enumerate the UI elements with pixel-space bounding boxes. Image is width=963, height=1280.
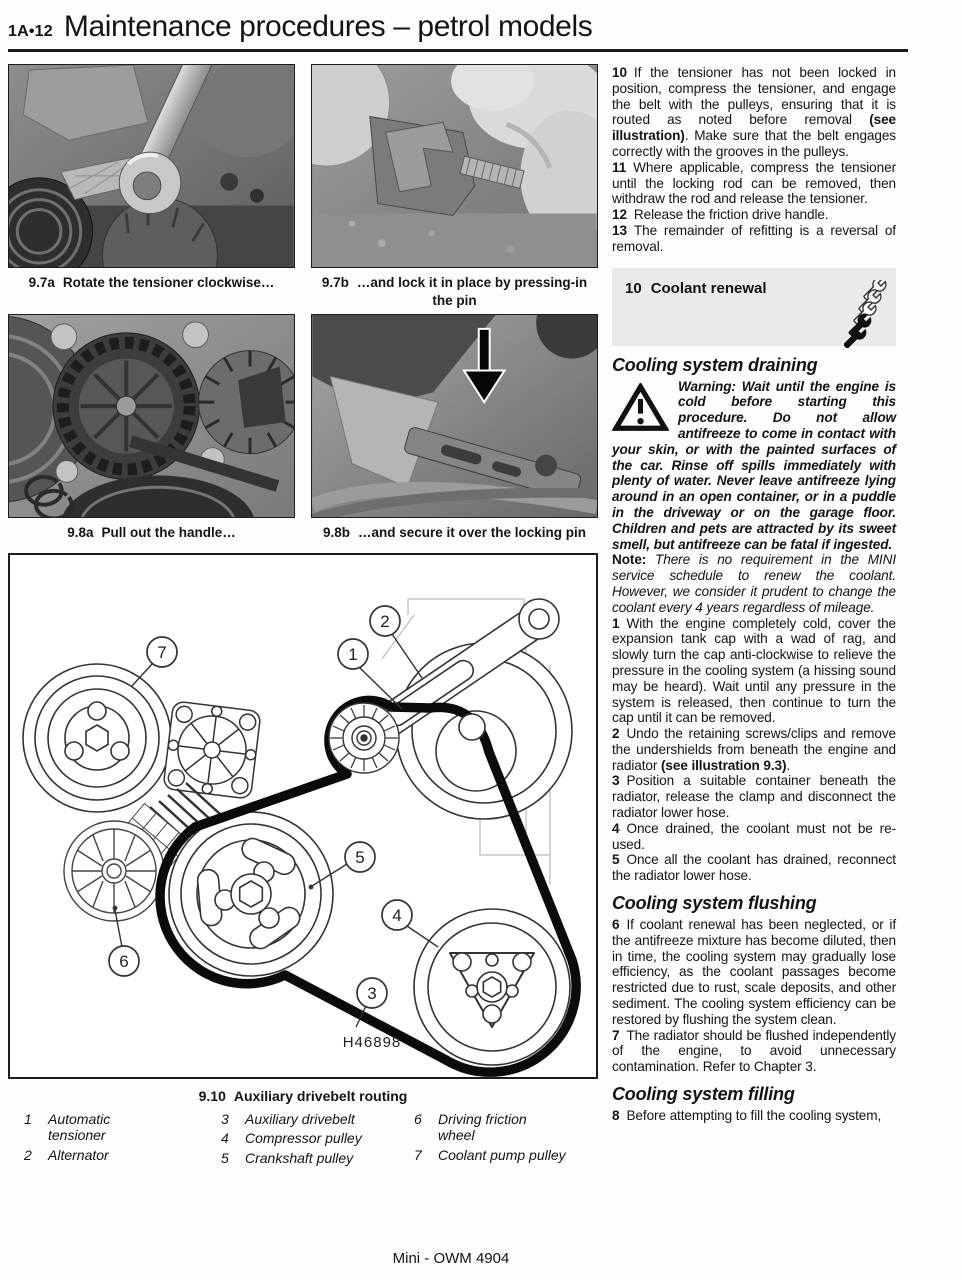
svg-text:5: 5 [355,847,365,867]
procedure-step-5: 5 Once all the coolant has drained, reconnect the radiator lower hose. [612,852,896,884]
step-number: 1 [612,615,620,631]
crankshaft-pulley-diagram [169,812,333,976]
photo-9-8a [8,314,295,518]
page-footer [0,1250,902,1267]
tensioner-spanner-photo [9,65,294,267]
step-number: 4 [612,820,620,836]
page-number: 1A•12 [8,23,53,40]
procedure-step-6: 6 If coolant renewal has been neglected, or if the antifreeze mixture has become diluted, then in time, the cooling system may gradually lose efficiency, as the coolant passages become restricted due to rust, scale deposits, and other sediment. The cooling system efficiency can be restored by flushing the system clean. [612,917,896,1027]
photo-caption-9-7a: 9.7a Rotate the tensioner clockwise… [28,275,275,290]
section-heading: Cooling system draining [612,354,818,375]
svg-text:4: 4 [392,905,402,925]
diagram-legend [8,1104,598,1167]
tensioner-pulley-diagram [329,703,399,773]
procedure-step-13: 13 The remainder of refitting is a reversal of removal. [612,222,896,254]
svg-text:7: 7 [157,642,167,662]
step-number: 7 [612,1027,620,1043]
page-content [0,52,963,1166]
svg-text:3: 3 [367,983,377,1003]
caption-row-1 [8,274,598,309]
photo-row-2 [8,314,598,518]
svg-text:2: 2 [380,611,390,631]
legend-column-3 [414,1111,598,1167]
step-number: 2 [612,726,620,742]
legend-item-7: 7 Coolant pump pulley [414,1146,566,1163]
svg-text:6: 6 [119,951,129,971]
procedure-step-11: 11 Where applicable, compress the tensioner until the locking rod can be removed, then withdraw the rod and release the tensioner. [612,159,896,207]
step-number: 10 [612,65,627,80]
photo-9-8b [311,314,598,518]
procedure-step-4: 4 Once drained, the coolant must not be re-used. [612,820,896,852]
procedure-column [612,64,896,1166]
step-number: 3 [612,773,620,789]
legend-item-2: 2 Alternator [24,1146,109,1163]
photo-caption-9-8b: 9.8b …and secure it over the locking pin [322,525,587,541]
page-title: Maintenance procedures – petrol models [63,10,593,43]
photo-caption-9-8a: 9.8a Pull out the handle… [67,525,236,541]
photo-9-7b [311,64,598,268]
section-title: 10 Coolant renewal [625,279,767,297]
step-number: 11 [612,159,627,175]
coolant-pump-pulley-diagram [23,664,171,812]
drivebelt-diagram-svg [10,555,596,1077]
compressor-body-diagram [163,701,261,799]
figure-code: H46898 [342,1033,402,1051]
procedure-step-3: 3 Position a suitable container beneath the radiator, release the clamp and disconnect the radiator lower hose. [612,773,896,821]
step-number: 12 [612,207,627,223]
procedure-step-2: 2 Undo the retaining screws/clips and remove the undershields from beneath the engine and radiator (see illustration 9.3). [612,726,896,773]
procedure-step-8: 8 Before attempting to fill the cooling system, [612,1108,882,1124]
step-number: 8 [612,1108,620,1124]
drivebelt-routing-diagram [8,553,598,1079]
legend-item-4: 4 Compressor pulley [221,1130,362,1147]
warning-triangle-icon [612,383,669,432]
warning-text: Warning: Wait until the engine is cold before starting this procedure. Do not allow antifreeze to come in contact with your skin, or with the painted surfaces of the car. Rinse off spills immediately with plenty of water. Never leave antifreeze lying around in an open container, or in a puddle in the driveway or on the garage floor. Children and pets are attracted by its sweet smell, but antifreeze can be fatal if ingested. [612,378,896,552]
legend-column-2 [221,1111,414,1167]
caption-row-2 [8,524,598,542]
procedure-step-1: 1 With the engine completely cold, cover the expansion tank cap with a wad of rag, and slowly turn the cap anti-clockwise to relieve the pressure in the cooling system (a hissing sound may be heard). Wait until any pressure in the system is released, then continue to turn the cap until it can be removed. [612,615,896,726]
section-heading: Cooling system filling [612,1084,795,1105]
locking-pin-photo [312,65,597,267]
page-header [8,0,908,52]
photo-row-1 [8,64,598,268]
section-heading: Cooling system flushing [612,893,817,914]
legend-item-1: 1 Automatic tensioner [24,1110,111,1144]
procedure-step-7: 7 The radiator should be flushed independently of the engine, to avoid unnecessary contamination. Refer to Chapter 3. [612,1027,896,1075]
photo-caption-9-7b: 9.7b …and lock it in place by pressing-in the pin [321,275,588,308]
step-number: 6 [612,917,620,933]
step-number: 13 [612,222,627,238]
locking-pin-arrow-photo [312,315,597,517]
compressor-pulley-diagram [414,909,570,1065]
illustrations-column [8,64,598,1166]
diagram-caption: 9.10 Auxiliary drivebelt routing [198,1087,408,1104]
book-code: Mini - OWM 4904 [392,1250,510,1267]
procedure-step-12: 12 Release the friction drive handle. [612,207,829,223]
legend-item-3: 3 Auxiliary drivebelt [221,1110,355,1127]
section-10-heading-box [612,268,896,346]
photo-9-7a [8,64,295,268]
legend-item-6: 6 Driving friction wheel [414,1110,527,1144]
procedure-step-10: 10 If the tensioner has not been locked in position, compress the tensioner, and engage the belt with the pulleys, ensuring that it is routed as noted before removal (see illustration). Make sure that the belt engages correctly with the grooves in the pulleys. [612,65,896,159]
difficulty-spanners-icon [844,280,888,348]
step-number: 5 [612,852,620,868]
toothed-wheel-illustration [199,351,294,454]
clamp-bracket-illustration [370,116,475,215]
legend-item-5: 5 Crankshaft pulley [221,1149,354,1166]
legend-column-1 [24,1111,221,1167]
svg-text:1: 1 [348,644,358,664]
note-text: Note: There is no requirement in the MINI service schedule to renew the coolant. However, we consider it prudent to change the coolant every 4 years regardless of mileage. [612,552,896,615]
handle-photo [9,315,294,517]
